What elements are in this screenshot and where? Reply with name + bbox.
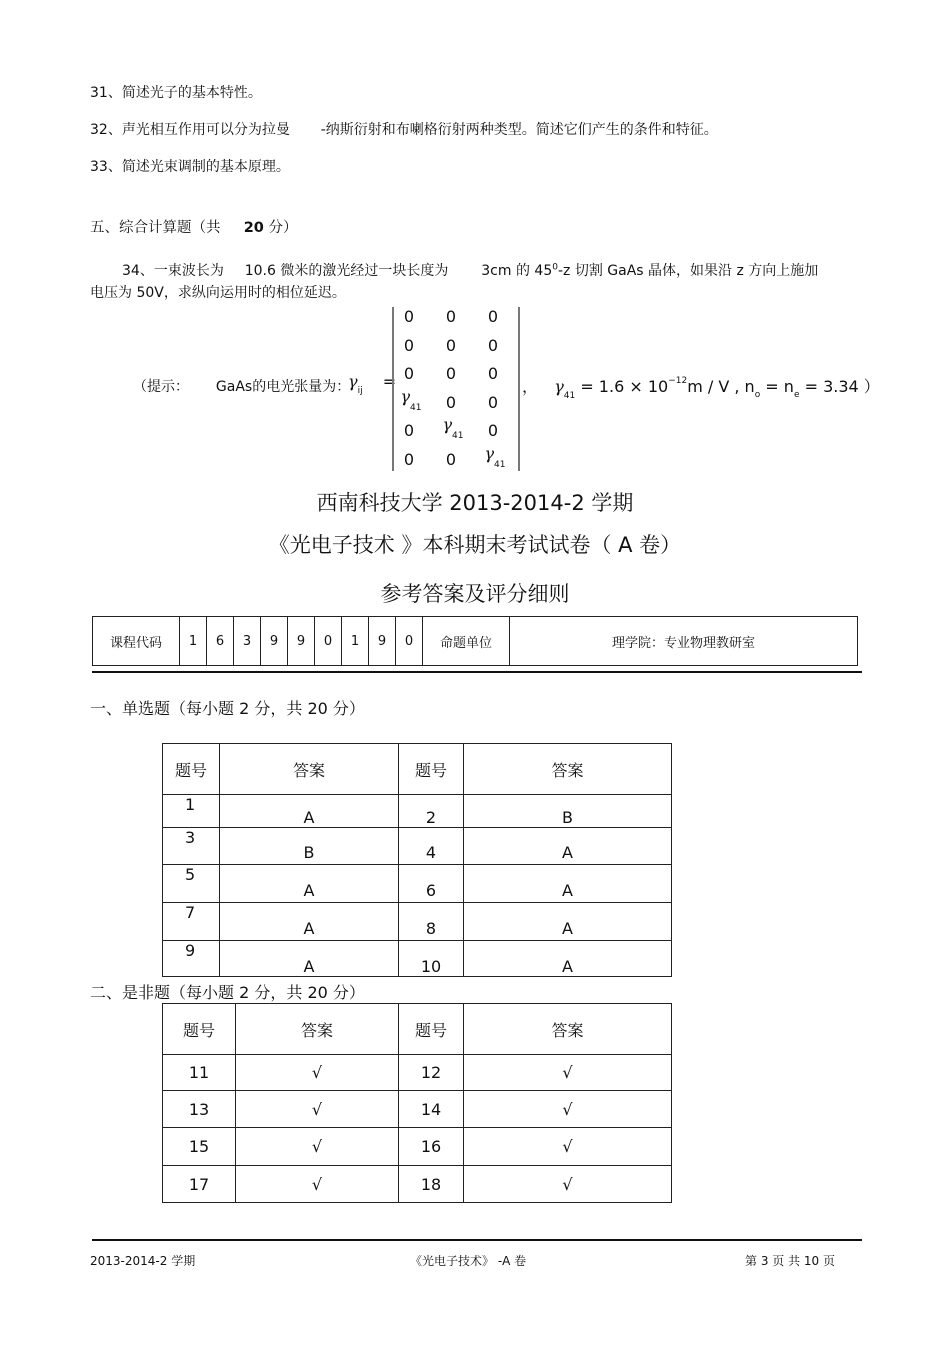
q34-degree: 0 [552,262,558,273]
true-false-answer-table [162,1003,672,1203]
exponent: −12 [668,375,688,386]
question-number: 8 [399,903,464,941]
comma: ， [522,377,539,396]
question-33: 33、简述光束调制的基本原理。 [90,159,290,175]
answer: A [464,865,672,903]
gamma-ij-subscript: ij [357,386,363,396]
gamma-ij [348,372,397,396]
question-34-line1 [122,260,818,280]
q34-part-d: -z 切割 GaAs 晶体，如果沿 z 方向上施加 [557,263,819,279]
code-digit: 9 [288,617,315,666]
gamma-symbol: γ [484,444,495,463]
header-divider [92,671,862,673]
question-number: 10 [399,941,464,977]
section-5-title: 五、综合计算题（共 [90,220,221,236]
single-choice-answer-table [162,743,672,977]
matrix-cell: 0 [403,421,415,440]
question-number: 17 [163,1166,236,1203]
question-number: 11 [163,1055,236,1091]
equals-n: = n [765,377,794,396]
exam-title: 《光电子技术 》本科期末考试试卷（ A 卷） [268,533,682,557]
hint-label [133,376,350,396]
q34-part-a: 34、一束波长为 [122,263,224,279]
answer: √ [464,1166,672,1203]
gamma-subscript: 41 [410,403,422,413]
question-number: 6 [399,865,464,903]
question-number: 7 [163,903,220,941]
answer: √ [236,1055,399,1091]
matrix-cell: 0 [445,393,457,412]
answer: A [220,941,399,977]
question-number: 14 [399,1091,464,1128]
gamma-symbol: γ [400,387,411,406]
footer-page-number: 第 3 页 共 10 页 [745,1254,835,1268]
table-row [163,941,672,977]
code-digit: 0 [315,617,342,666]
table-row [163,828,672,865]
question-number: 18 [399,1166,464,1203]
code-digit: 1 [342,617,369,666]
table-row [163,1055,672,1091]
equals-sign: = [382,372,397,391]
section-5-unit: 分） [268,220,298,236]
code-digit: 1 [180,617,207,666]
question-number: 13 [163,1091,236,1128]
answer: B [464,795,672,828]
gamma41-coefficient: = 1.6 × 10 [580,377,669,396]
answer: √ [464,1128,672,1166]
question-32-part2: -纳斯衍射和布喇格衍射两种类型。简述它们产生的条件和特征。 [320,122,718,138]
gamma-symbol: γ [442,415,453,434]
section-2-heading: 二、是非题（每小题 2 分，共 20 分） [90,983,365,1002]
refractive-index-value: = 3.34 ） [804,377,880,396]
hint-text: GaAs的电光张量为： [215,379,351,395]
question-number: 15 [163,1128,236,1166]
question-number: 16 [399,1128,464,1166]
column-header: 答案 [220,744,399,795]
table-row [163,1166,672,1203]
gamma41-value [522,374,880,401]
column-header: 题号 [399,744,464,795]
footer-term: 2013-2014-2 学期 [90,1254,196,1268]
table-row [163,903,672,941]
question-number: 9 [163,941,220,977]
answer: √ [236,1091,399,1128]
code-digit: 0 [396,617,423,666]
answer: B [220,828,399,865]
matrix-cell: 0 [445,450,457,469]
electro-optic-tensor-matrix [392,307,520,471]
table-header-row [163,1004,672,1055]
answer: √ [236,1128,399,1166]
section-1-heading: 一、单选题（每小题 2 分，共 20 分） [90,699,365,718]
q34-part-b: 10.6 微米的激光经过一块长度为 [244,263,449,279]
question-32 [90,119,718,139]
question-number: 12 [399,1055,464,1091]
matrix-cell: 0 [487,393,499,412]
question-number: 4 [399,828,464,865]
table-row [163,1128,672,1166]
answer: √ [236,1166,399,1203]
issuing-unit-label: 命题单位 [423,617,510,666]
n-o-subscript: o [754,390,761,400]
matrix-cell: 0 [403,450,415,469]
column-header: 题号 [163,744,220,795]
answer: A [220,903,399,941]
matrix-cell: 0 [403,307,415,326]
matrix-cell [396,387,426,413]
gamma-subscript: 41 [494,460,506,470]
question-34-line2: 电压为 50V，求纵向运用时的相位延迟。 [90,285,346,301]
matrix-cell: 0 [487,336,499,355]
code-digit: 3 [234,617,261,666]
matrix-cell: 0 [445,307,457,326]
n-e-subscript: e [793,390,800,400]
matrix-cell: 0 [445,364,457,383]
column-header: 答案 [236,1004,399,1055]
column-header: 题号 [163,1004,236,1055]
exam-school-term: 西南科技大学 2013-2014-2 学期 [316,491,634,515]
hint-prefix: （提示： [133,379,189,395]
unit-and-n: m / V , n [687,377,755,396]
question-31: 31、简述光子的基本特性。 [90,85,262,101]
column-header: 题号 [399,1004,464,1055]
issuing-unit-value: 理学院：专业物理教研室 [510,617,858,666]
answer: A [464,903,672,941]
question-number: 1 [163,795,220,828]
section-5-score: 20 [243,220,264,236]
footer-course: 《光电子技术》 -A 卷 [410,1254,527,1268]
table-header-row [163,744,672,795]
answer: A [464,828,672,865]
table-row [93,617,858,666]
gamma-symbol: γ [554,377,564,396]
q34-part-c: 3cm 的 45 [481,263,553,279]
gamma-subscript: 41 [452,431,464,441]
table-row [163,795,672,828]
matrix-cell: 0 [487,421,499,440]
matrix-cell [480,444,510,470]
column-header: 答案 [464,1004,672,1055]
answer: √ [464,1055,672,1091]
matrix-cell: 0 [487,364,499,383]
answer: A [220,795,399,828]
code-digit: 9 [261,617,288,666]
question-32-part1: 32、声光相互作用可以分为拉曼 [90,122,290,138]
question-number: 2 [399,795,464,828]
gamma-41-subscript: 41 [563,391,576,401]
column-header: 答案 [464,744,672,795]
table-row [163,865,672,903]
matrix-cell: 0 [403,364,415,383]
code-digit: 9 [369,617,396,666]
footer-divider [92,1239,862,1241]
course-code-table [92,616,858,666]
question-number: 3 [163,828,220,865]
answer: √ [464,1091,672,1128]
code-digit: 6 [207,617,234,666]
question-number: 5 [163,865,220,903]
section-5-heading [90,216,298,237]
answer: A [464,941,672,977]
answer: A [220,865,399,903]
course-code-label: 课程代码 [93,617,180,666]
matrix-cell: 0 [445,336,457,355]
answer-key-title: 参考答案及评分细则 [380,582,570,606]
matrix-cell: 0 [403,336,415,355]
matrix-cell: 0 [487,307,499,326]
matrix-cell [438,415,468,441]
table-row [163,1091,672,1128]
gamma-symbol: γ [348,372,358,391]
